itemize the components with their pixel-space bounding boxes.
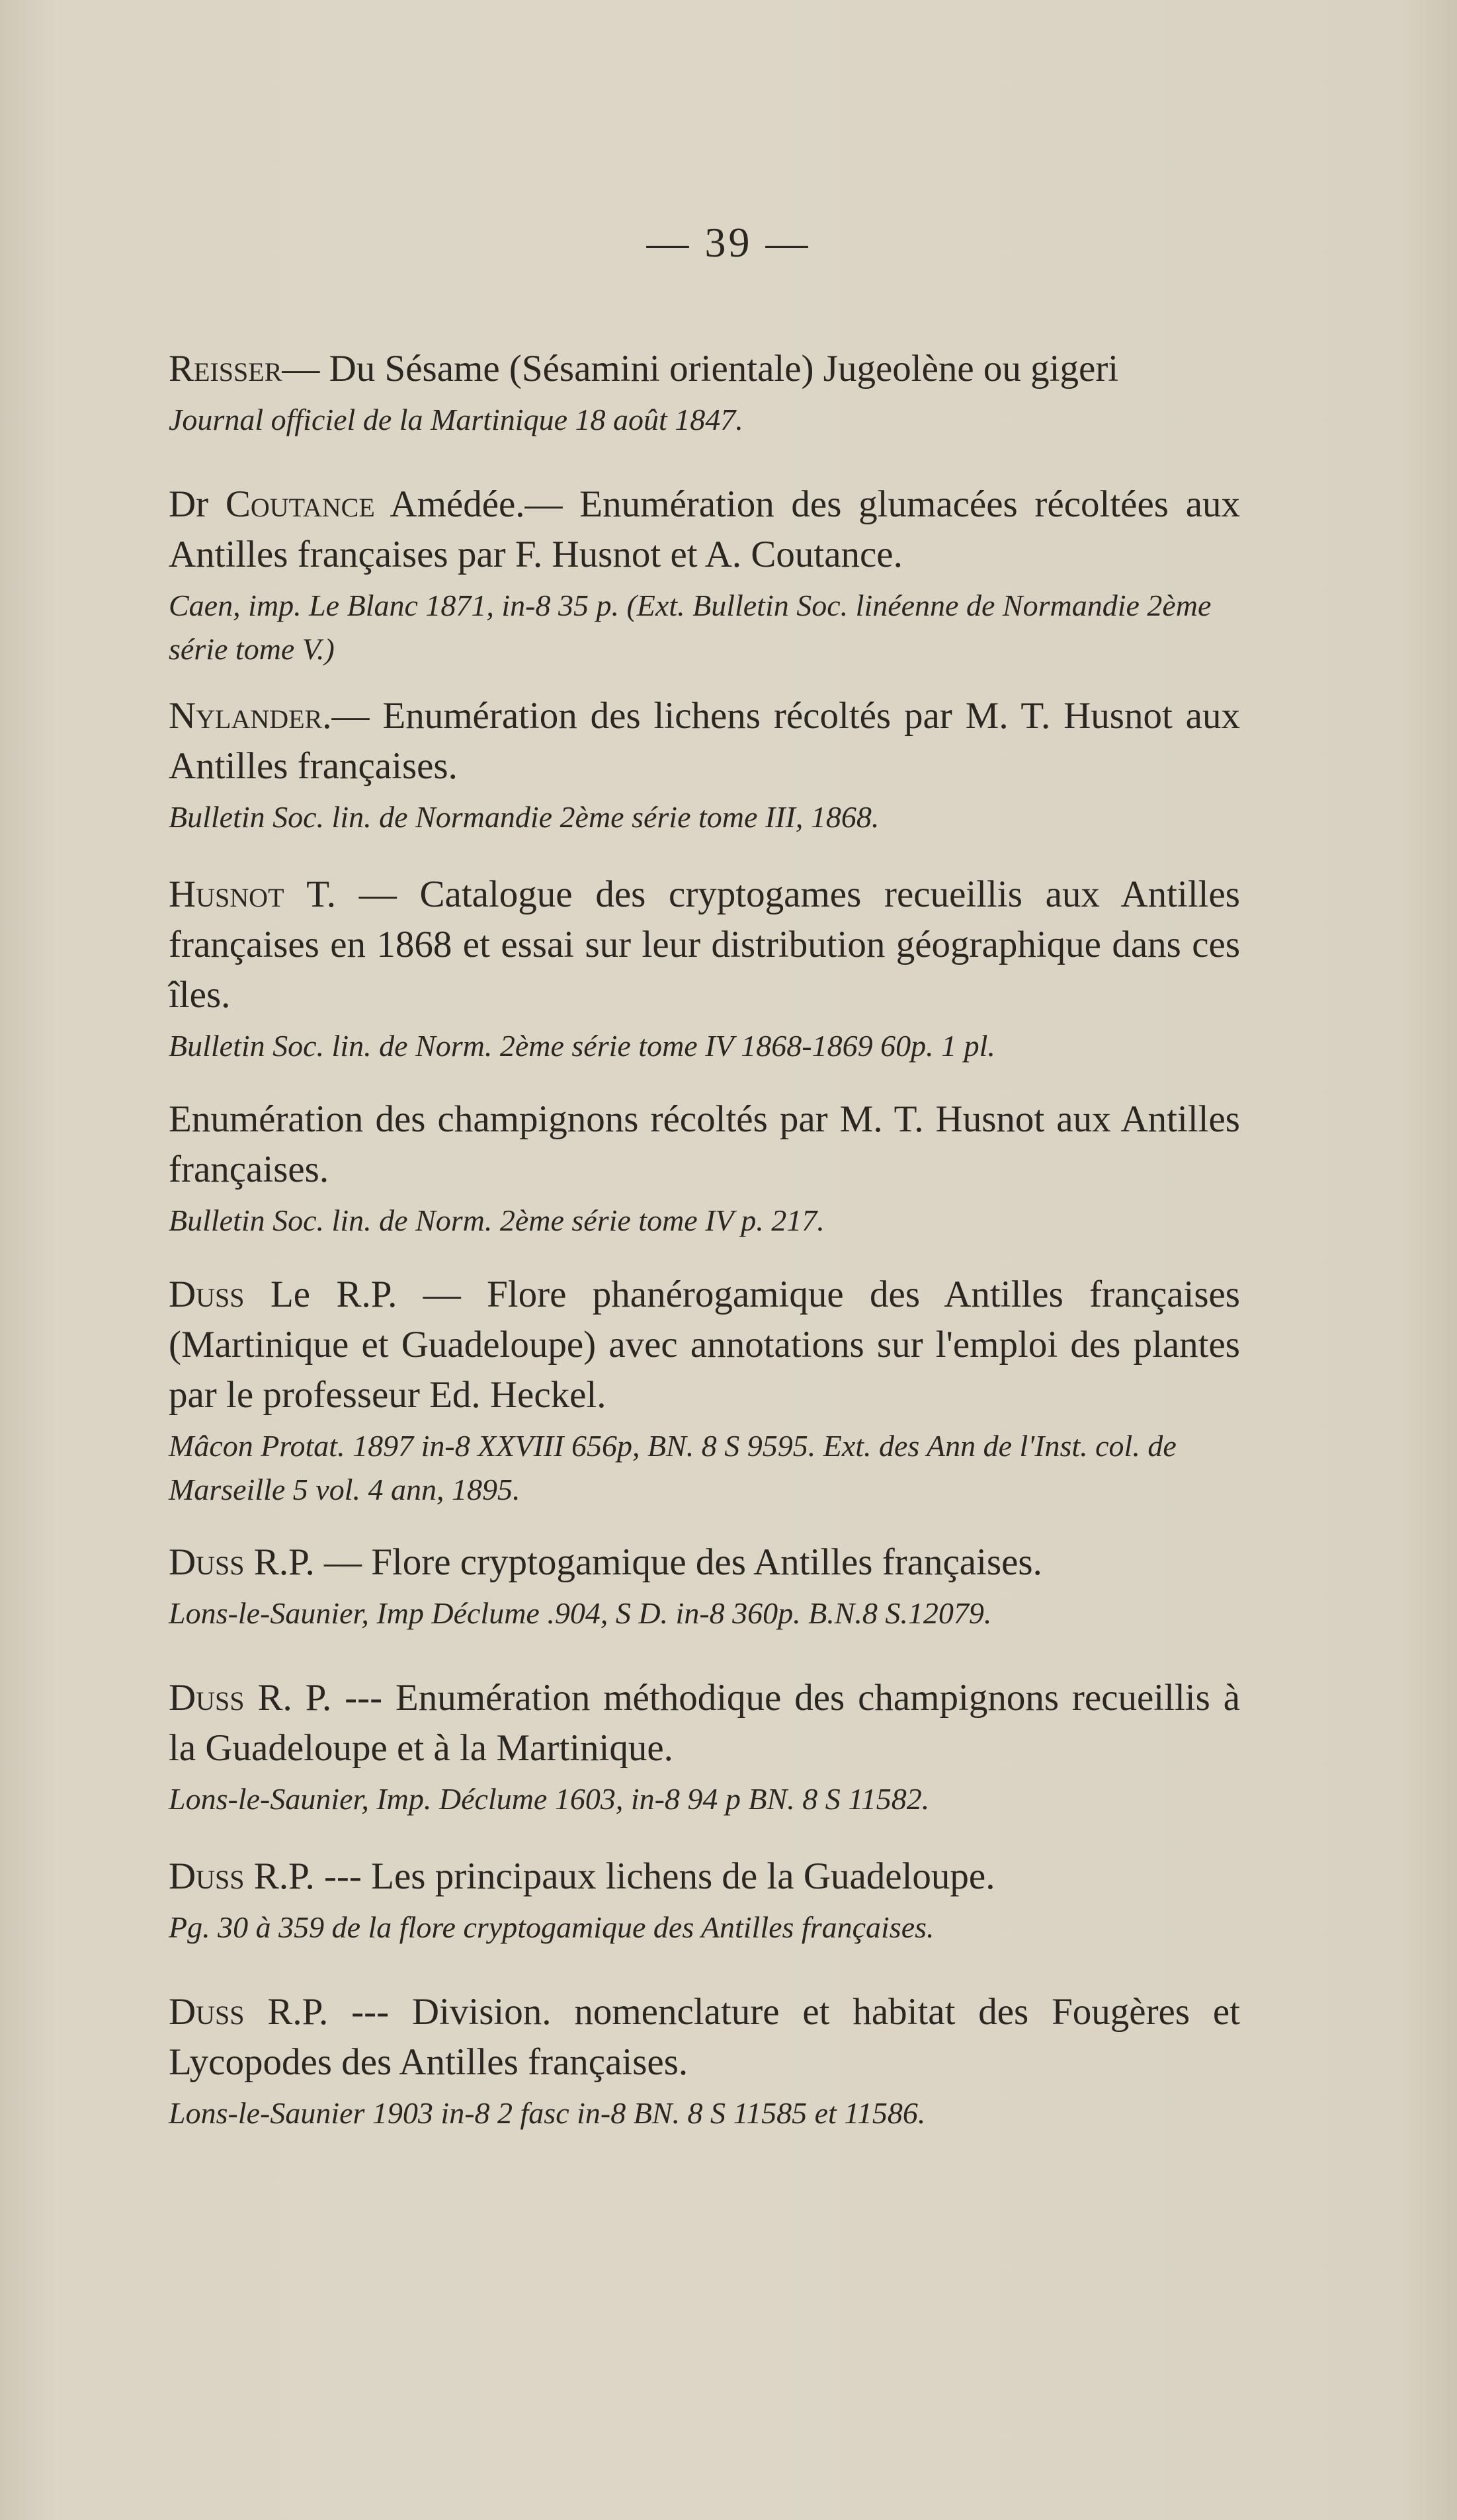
entry-author: Duss	[169, 1274, 245, 1315]
entry-reference: Bulletin Soc. lin. de Norm. 2ème série tome IV p. 217.	[169, 1203, 825, 1237]
bibliography-entry	[169, 1673, 1240, 1821]
entry-author: Husnot	[169, 874, 284, 915]
entry-author-prefix: Dr	[169, 483, 209, 525]
entry-title	[169, 344, 1240, 394]
entry-text: R.P. --- Division. nomenclature et habitat des Fougères et Lycopodes des Antilles françaises.	[169, 1991, 1241, 2083]
entry-reference: Bulletin Soc. lin. de Norm. 2ème série tome IV 1868-1869 60p. 1 pl.	[169, 1029, 995, 1063]
entry-reference: Lons-le-Saunier 1903 in-8 2 fasc in-8 BN. 8 S 11585 et 11586.	[169, 2096, 926, 2130]
entry-author: Duss	[169, 1991, 245, 2033]
entry-reference: Pg. 30 à 359 de la flore cryptogamique des Antilles françaises.	[169, 1910, 935, 1944]
entry-reference: Caen, imp. Le Blanc 1871, in-8 35 p. (Ext. Bulletin Soc. linéenne de Normandie 2ème série tome V.)	[169, 589, 1212, 666]
bibliography-entry	[169, 1987, 1240, 2135]
bibliography-entry	[169, 870, 1240, 1068]
entry-text: R.P. --- Les principaux lichens de la Guadeloupe.	[253, 1855, 995, 1897]
entry-text: Enumération des champignons récoltés par M. T. Husnot aux Antilles françaises.	[169, 1098, 1240, 1190]
entry-reference: Journal officiel de la Martinique 18 août 1847.	[169, 403, 743, 436]
entry-author: Reisser	[169, 348, 282, 389]
bibliography-entry	[169, 344, 1240, 442]
entry-title	[169, 1094, 1240, 1195]
bibliography-entry	[169, 1094, 1240, 1242]
entry-text: Amédée.— Enumération des glumacées récoltées aux Antilles françaises par F. Husnot et A. Coutance.	[169, 483, 1240, 575]
entry-reference: Lons-le-Saunier, Imp. Déclume 1603, in-8 94 p BN. 8 S 11582.	[169, 1782, 930, 1816]
entry-text: R.P. — Flore cryptogamique des Antilles françaises.	[253, 1541, 1042, 1583]
entry-title	[169, 691, 1240, 792]
bibliography-entry	[169, 691, 1240, 839]
entry-title	[169, 1537, 1240, 1588]
entry-author: Duss	[169, 1855, 245, 1897]
entry-reference: Bulletin Soc. lin. de Normandie 2ème série tome III, 1868.	[169, 800, 880, 834]
entry-title	[169, 870, 1240, 1020]
page-number: — 39 —	[646, 219, 811, 266]
entry-title	[169, 1673, 1240, 1773]
entry-text: T. — Catalogue des cryptogames recueillis aux Antilles françaises en 1868 et essai sur leur distribution géographique dans ces îles.	[169, 874, 1240, 1016]
entry-title	[169, 1270, 1240, 1420]
entry-author: Nylander	[169, 695, 323, 737]
bibliography-entry	[169, 1851, 1240, 1949]
entry-text: .— Enumération des lichens récoltés par M. T. Husnot aux Antilles françaises.	[169, 695, 1240, 787]
bibliography-entry	[169, 1537, 1240, 1635]
entry-text: — Du Sésame (Sésamini orientale) Jugeolène ou gigeri	[282, 348, 1119, 389]
entry-title	[169, 479, 1240, 580]
entry-title	[169, 1851, 1240, 1902]
entry-title	[169, 1987, 1240, 2088]
entry-reference: Mâcon Protat. 1897 in-8 XXVIII 656p, BN. 8 S 9595. Ext. des Ann de l'Inst. col. de Marseille 5 vol. 4 ann, 1895.	[169, 1429, 1177, 1506]
entry-text: Le R.P. — Flore phanérogamique des Antilles françaises (Martinique et Guadeloupe) avec annotations sur l'emploi des plantes par le professeur Ed. Heckel.	[169, 1274, 1240, 1416]
bibliography-entry	[169, 479, 1240, 671]
bibliography-entry	[169, 1270, 1240, 1512]
entry-author: Duss	[169, 1677, 245, 1719]
entry-author: Coutance	[225, 483, 375, 525]
entry-author: Duss	[169, 1541, 245, 1583]
entry-text: R. P. --- Enumération méthodique des champignons recueillis à la Guadeloupe et à la Martinique.	[169, 1677, 1240, 1769]
entry-reference: Lons-le-Saunier, Imp Déclume .904, S D. in-8 360p. B.N.8 S.12079.	[169, 1596, 992, 1630]
